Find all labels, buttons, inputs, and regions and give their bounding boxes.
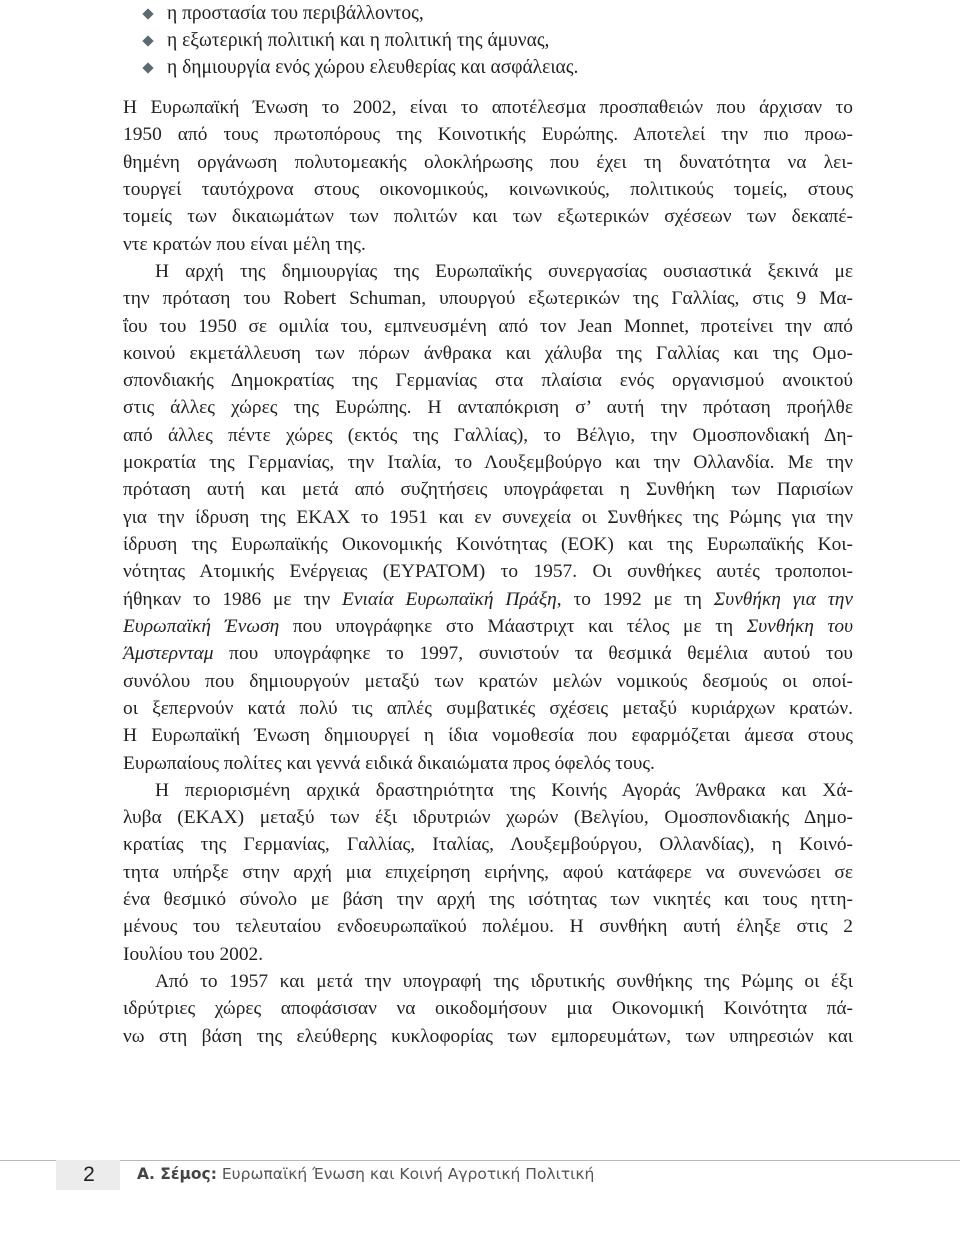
- running-footer: [137, 1162, 594, 1186]
- page-number: 2: [83, 1163, 95, 1186]
- list-item: [141, 27, 578, 54]
- text-run: που υπογράφηκε το 1997, συνιστούν τα θεσμικά θεμέλια αυτού του: [213, 643, 853, 665]
- list-item-text: η εξωτερική πολιτική και η πολιτική της άμυνας,: [167, 30, 550, 51]
- treaty-name: Συνθήκη για την: [713, 588, 854, 610]
- text-line: οι ξεπερνούν κατά πολύ τις απλές συμβατικές σχέσεις μεταξύ κυριάρχων κρατών.: [123, 697, 853, 719]
- list-item: [141, 0, 578, 27]
- text-line: Η Ευρωπαϊκή Ένωση δημιουργεί η ίδια νομοθεσία που εφαρμόζεται άμεσα στους: [123, 725, 853, 747]
- text-line: Από το 1957 και μετά την υπογραφή της ιδρυτικής συνθήκης της Ρώμης οι έξι: [155, 971, 853, 992]
- text-line: νω στη βάση της ελεύθερης κυκλοφορίας των εμπορευμάτων, των υπηρεσιών και: [123, 1025, 853, 1047]
- text-line: ίδρυση της Ευρωπαϊκής Οικονομικής Κοινότητας (ΕΟΚ) και της Ευρωπαϊκής Κοι-: [123, 534, 853, 555]
- text-line: σπονδιακής Δημοκρατίας της Γερμανίας στα πλαίσια ενός οργανισμού ανοικτού: [123, 370, 853, 392]
- text-line: κοινού εκμετάλλευση των πόρων άνθρακα και χάλυβα της Γαλλίας και της Ομο-: [123, 342, 853, 364]
- text-line: Η αρχή της δημιουργίας της Ευρωπαϊκής συνεργασίας ουσιαστικά ξεκινά με: [155, 260, 853, 282]
- text-line: κρατίας της Γερμανίας, Γαλλίας, Ιταλίας, Λουξεμβούργου, Ολλανδίας), η Κοινό-: [123, 834, 853, 856]
- text-line: μένους του τελευταίου ενδοευρωπαϊκού πολέμου. Η συνθήκη αυτή έληξε στις 2: [123, 916, 853, 938]
- list-item: [141, 54, 578, 81]
- text-line: τομείς των δικαιωμάτων των πολιτών και των εξωτερικών σχέσεων των δεκαπέ-: [123, 206, 853, 228]
- text-line: λυβα (ΕΚΑΧ) μεταξύ των έξι ιδρυτριών χωρών (Βελγίου, Ομοσπονδιακής Δημο-: [123, 807, 853, 829]
- text-line: ένα θεσμικό σύνολο με βάση την αρχή της ισότητας των νικητές και τους ηττη-: [123, 889, 853, 911]
- list-item-text: η προστασία του περιβάλλοντος,: [167, 3, 424, 24]
- text-line: ιδρύτριες χώρες αποφάσισαν να οικοδομήσουν μια Οικονομική Κοινότητα πά-: [123, 998, 853, 1020]
- treaty-name: Ενιαία Ευρωπαϊκή Πράξη: [342, 588, 557, 610]
- text-line: πρόταση αυτή και μετά από συζητήσεις υπογράφεται η Συνθήκη των Παρισίων: [123, 479, 853, 501]
- diamond-bullet-icon: [142, 27, 156, 54]
- text-line: μοκρατία της Γερμανίας, την Ιταλία, το Λουξεμβούργο και την Ολλανδία. Με την: [123, 452, 853, 474]
- text-line: νότητας Ατομικής Ενέργειας (ΕΥΡΑΤΟΜ) το 1957. Οι συνθήκες αυτές τροποποι-: [123, 561, 853, 583]
- diamond-bullet-icon: [142, 54, 156, 81]
- text-run: ήθηκαν το 1986 με την: [123, 588, 343, 610]
- text-line: Η περιορισμένη αρχικά δραστηριότητα της Κοινής Αγοράς Άνθρακα και Χά-: [155, 779, 853, 801]
- text-line: τουργεί ταυτόχρονα στους οικονομικούς, κοινωνικούς, πολιτικούς τομείς, στους: [123, 178, 853, 200]
- footer-title: Ευρωπαϊκή Ένωση και Κοινή Αγροτική Πολιτική: [216, 1165, 595, 1183]
- text-line: Ιουλίου του 2002.: [123, 943, 264, 965]
- text-line: στις άλλες χώρες της Ευρώπης. Η ανταπόκριση σ’ αυτή την πρόταση προήλθε: [123, 397, 853, 419]
- text-line: την πρόταση του Robert Schuman, υπουργού εξωτερικών της Γαλλίας, στις 9 Μα-: [123, 288, 853, 310]
- bullet-list: [141, 0, 578, 81]
- treaty-name: Ευρωπαϊκή Ένωση: [123, 615, 280, 637]
- text-line: Ευρωπαίους πολίτες και γεννά ειδικά δικαιώματα προς όφελός τους.: [123, 752, 655, 774]
- text-line: [123, 613, 853, 640]
- footer-author: Α. Σέμος:: [137, 1165, 217, 1183]
- text-run: , το 1992 με τη: [556, 588, 714, 610]
- text-line: για την ίδρυση της ΕΚΑΧ το 1951 και εν συνεχεία οι Συνθήκες της Ρώμης για την: [123, 506, 853, 528]
- treaty-name: Άμστερνταμ: [123, 643, 214, 665]
- text-line: τητα υπήρξε στην αρχή μια επιχείρηση ειρήνης, αφού κατάφερε να συνενώσει σε: [123, 861, 853, 883]
- text-line: 1950 από τους πρωτοπόρους της Κοινοτικής Ευρώπης. Αποτελεί την πιο προω-: [123, 124, 853, 146]
- body-text: [123, 94, 853, 1050]
- text-run: που υπογράφηκε στο Μάαστριχτ και τέλος με τη: [279, 615, 747, 637]
- text-line: θημένη οργάνωση πολυτομεακής ολοκλήρωσης που έχει τη δυνατότητα να λει-: [123, 151, 853, 173]
- footer-divider: [0, 1160, 960, 1161]
- text-line: [123, 586, 853, 613]
- text-line: [123, 640, 853, 667]
- text-line: ντε κρατών που είναι μέλη της.: [123, 233, 366, 255]
- treaty-name: Συνθήκη του: [746, 615, 853, 637]
- text-line: Η Ευρωπαϊκή Ένωση το 2002, είναι το αποτέλεσμα προσπαθειών που άρχισαν το: [123, 97, 853, 118]
- diamond-bullet-icon: [142, 0, 156, 27]
- text-line: από άλλες πέντε χώρες (εκτός της Γαλλίας), το Βέλγιο, την Ομοσπονδιακή Δη-: [123, 424, 853, 446]
- list-item-text: η δημιουργία ενός χώρου ελευθερίας και ασφάλειας.: [167, 57, 579, 78]
- text-line: ΐου του 1950 σε ομιλία του, εμπνευσμένη από τον Jean Monnet, προτείνει την από: [123, 315, 853, 337]
- text-line: συνόλου που δημιουργούν μεταξύ των κρατών μελών νομικούς δεσμούς οι οποί-: [123, 670, 853, 692]
